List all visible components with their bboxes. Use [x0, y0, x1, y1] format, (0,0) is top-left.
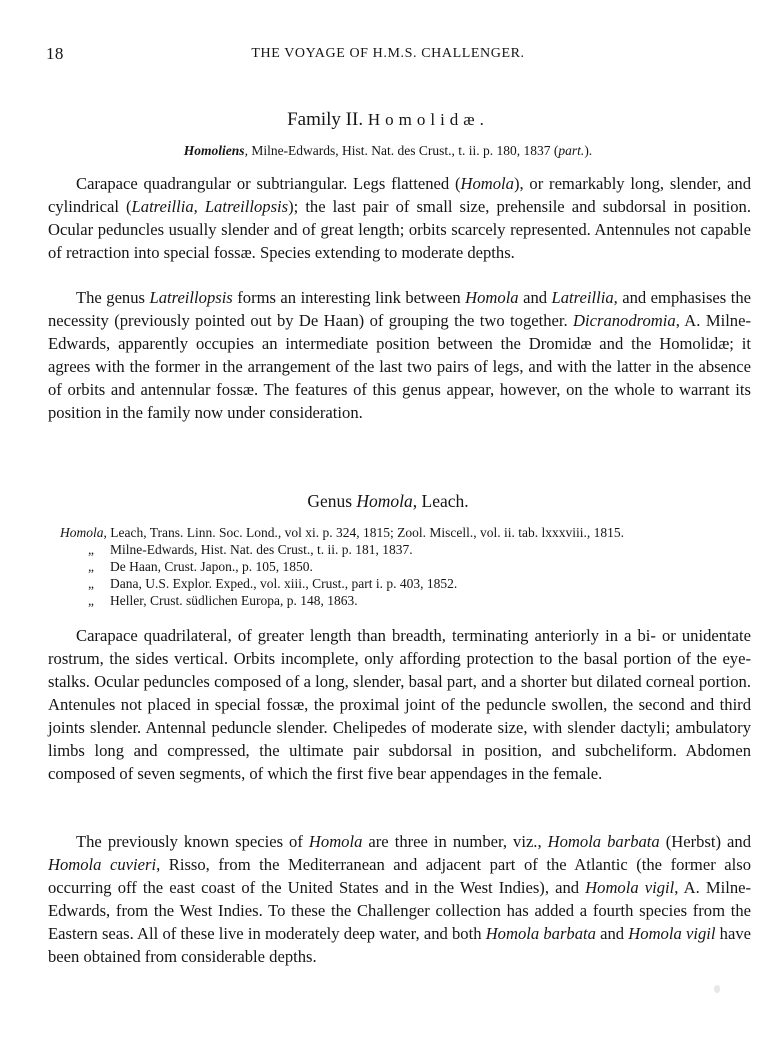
reference-line	[60, 592, 760, 609]
family-name: Homolidæ.	[367, 110, 489, 129]
synonym-citation: , Milne-Edwards, Hist. Nat. des Crust., t. ii. p. 180, 1837 (	[244, 143, 559, 158]
ditto-mark: „	[88, 559, 94, 574]
reference-line	[60, 558, 760, 575]
family-heading	[0, 109, 776, 131]
genus-prefix: Genus	[307, 491, 357, 511]
reference-genus: Homola	[60, 525, 104, 540]
text-run: ); the last pair of small size, prehensile and subdorsal in position. Ocular peduncles usually slender and of great length; orbits scarcely represented. Antennules not capable of retraction into special fossæ. Species extending to moderate depths.	[48, 197, 751, 262]
italic-taxon: Dicranodromia	[573, 311, 676, 330]
synonym-part: part.	[558, 143, 585, 158]
italic-taxon: Homola	[465, 288, 519, 307]
text-run: (Herbst) and	[659, 832, 752, 851]
text-run: have been obtained from considerable depths.	[48, 924, 751, 966]
reference-text: Heller, Crust. südlichen Europa, p. 148, 1863.	[110, 593, 358, 608]
italic-taxon: Homola vigil	[628, 924, 716, 943]
text-run: Carapace quadrangular or subtriangular. Legs flattened (	[76, 174, 461, 193]
reference-text: , Leach, Trans. Linn. Soc. Lond., vol xi. p. 324, 1815; Zool. Miscell., vol. ii. tab. lxxxviii., 1815.	[103, 525, 624, 540]
family-label: Family II.	[287, 109, 364, 130]
paragraph-family-discussion	[48, 286, 751, 424]
italic-taxon: Homola cuvieri	[48, 855, 157, 874]
text-run: , A. Milne-Edwards, apparently occupies an intermediate position between the Dromidæ and the Homolidæ; it agrees with the former in the arrangement of the last two pairs of legs, and with the latter in the absence of orbits and antennular fossæ. The features of this genus appear, however, on the whole to warrant its position in the family now under consideration.	[48, 311, 751, 422]
text-run: Carapace quadrilateral, of greater length than breadth, terminating anteriorly in a bi- or unidentate rostrum, the sides vertical. Orbits incomplete, only affording protection to the basal portion of the eye-stalks. Ocular peduncles composed of a long, slender, basal part, and a shorter but dilated corneal portion. Antenules not placed in special fossæ, the proximal joint of the peduncle swollen, the second and third joints slender. Antennal peduncle slender. Chelipedes of moderate size, with slender dactyli; ambulatory limbs long and compressed, the ultimate pair subdorsal in position, and subcheliform. Abdomen composed of seven segments, of which the first five bear appendages in the female.	[48, 626, 751, 783]
reference-line	[60, 541, 760, 558]
paragraph-family-description	[48, 172, 751, 264]
genus-heading	[0, 491, 776, 512]
reference-line	[60, 575, 760, 592]
text-run: , A. Milne-Edwards, from the West Indies. To these the Challenger collection has added a fourth species from the Eastern seas. All of these live in moderately deep water, and both	[48, 878, 752, 943]
genus-references	[60, 524, 760, 609]
synonym-close: ).	[584, 143, 593, 158]
italic-taxon: Homola	[308, 832, 363, 851]
reference-line	[60, 524, 760, 541]
italic-taxon: Homola barbata	[547, 832, 660, 851]
paragraph-genus-description	[48, 624, 751, 785]
ditto-mark: „	[88, 576, 94, 591]
text-run: , Risso, from the Mediterranean and adjacent part of the Atlantic (the former also occurring off the east coast of the United States and in the West Indies), and	[48, 855, 751, 897]
italic-taxon: Homola barbata	[485, 924, 596, 943]
italic-taxon: Homola vigil	[585, 878, 675, 897]
scan-artifact	[714, 985, 720, 993]
text-run: and	[595, 924, 629, 943]
text-run: and	[518, 288, 552, 307]
reference-text: Dana, U.S. Explor. Exped., vol. xiii., Crust., part i. p. 403, 1852.	[110, 576, 458, 591]
italic-taxon: Latreillopsis	[149, 288, 233, 307]
text-run: The genus	[76, 288, 150, 307]
reference-text: De Haan, Crust. Japon., p. 105, 1850.	[110, 559, 313, 574]
reference-text: Milne-Edwards, Hist. Nat. des Crust., t. ii. p. 181, 1837.	[110, 542, 413, 557]
running-head	[46, 44, 730, 68]
italic-taxon: Homola	[460, 174, 514, 193]
synonym-genus: Homoliens	[183, 143, 245, 158]
ditto-mark: „	[88, 593, 94, 608]
genus-authority: , Leach.	[412, 491, 469, 511]
page-number: 18	[46, 44, 64, 63]
ditto-mark: „	[88, 542, 94, 557]
text-run: ), or remarkably long, slender, and cylindrical (	[48, 174, 751, 216]
family-synonym	[0, 143, 776, 159]
italic-taxon: Latreillia,	[551, 288, 618, 307]
genus-name: Homola	[356, 491, 413, 511]
text-run: are three in number, viz.,	[362, 832, 548, 851]
text-run: and emphasises the necessity (previously pointed out by De Haan) of grouping the two together.	[48, 288, 751, 330]
running-title: THE VOYAGE OF H.M.S. CHALLENGER.	[251, 46, 525, 61]
text-run: forms an interesting link between	[232, 288, 466, 307]
paragraph-genus-species	[48, 830, 751, 968]
italic-taxon: Latreillia, Latreillopsis	[131, 197, 289, 216]
text-run: The previously known species of	[76, 832, 309, 851]
